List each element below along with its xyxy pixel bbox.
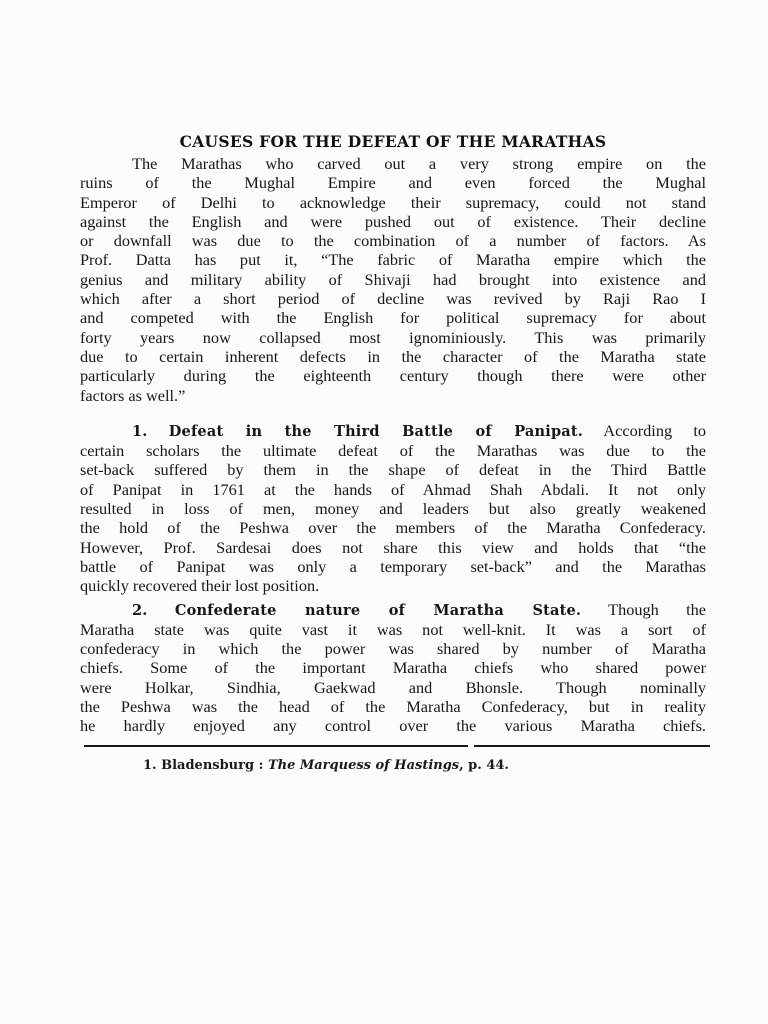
text-line: Prof. Datta has put it, “The fabric of Maratha empire which the [80,250,706,270]
text-line: However, Prof. Sardesai does not share this view and holds that “the [80,537,706,557]
text-line: were Holkar, Sindhia, Gaekwad and Bhonsle. Though nominally [80,677,706,697]
section-1-number: 1. [132,422,148,440]
section-2-paragraph [80,600,706,736]
section-1-heading-line: 1. Defeat in the Third Battle of Panipat. According to [132,420,707,440]
text-line: The Marathas who carved out a very strong empire on the [132,154,706,173]
text-line: the hold of the Peshwa over the members of the Maratha Confederacy. [80,518,706,538]
text-line: and competed with the English for political supremacy for about [80,308,706,328]
text-line: quickly recovered their lost position. [80,576,320,596]
footnote [143,758,703,773]
chapter-title: CAUSES FOR THE DEFEAT OF THE MARATHAS [179,132,607,151]
section-1-paragraph [80,421,706,596]
section-2-number: 2. [132,601,148,619]
footnote-number: 1. [143,758,157,773]
text-line: genius and military ability of Shivaji had brought into existence and [80,269,706,289]
text-line: certain scholars the ultimate defeat of the Marathas was due to the [80,441,706,461]
section-1-heading: Defeat in the Third Battle of Panipat. [168,422,584,440]
section-2-heading-line: 2. Confederate nature of Maratha State. Though the [132,599,706,619]
text-line: due to certain inherent defects in the character of the Maratha state [80,346,706,366]
separator-rule [474,745,710,747]
text-line: Emperor of Delhi to acknowledge their supremacy, could not stand [80,192,706,212]
text-line: confederacy in which the power was shared by number of Maratha [80,639,706,659]
footnote-separator [84,745,710,751]
text-line: Maratha state was quite vast it was not well-knit. It was a sort of [80,619,706,639]
text-line: the Peshwa was the head of the Maratha Confederacy, but in reality [80,697,706,717]
text-line: battle of Panipat was only a temporary set-back” and the Marathas [80,556,706,576]
separator-rule [84,745,468,747]
footnote-work-title: The Marquess of Hastings [267,758,460,773]
section-2-heading: Confederate nature of Maratha State. [174,601,582,619]
page-body [80,130,706,736]
text-line: resulted in loss of men, money and leaders but also greatly weakened [80,499,706,519]
text-line: he hardly enjoyed any control over the various Maratha chiefs. [80,716,706,736]
text-line: particularly during the eighteenth century though there were other [80,366,706,386]
text-line: chiefs. Some of the important Maratha chiefs who shared power [80,658,706,678]
text-line: of Panipat in 1761 at the hands of Ahmad Shah Abdali. It not only [80,479,706,499]
footnote-page: , p. 44. [459,758,509,773]
text-line: or downfall was due to the combination of a number of factors. As [80,231,706,251]
intro-paragraph [80,154,706,405]
text-line: ruins of the Mughal Empire and even forced the Mughal [80,173,706,193]
text-line: forty years now collapsed most ignominiously. This was primarily [80,327,706,347]
text-line: which after a short period of decline was revived by Raji Rao I [80,289,706,309]
text-line: factors as well.” [80,385,186,405]
footnote-author: Bladensburg : [161,758,264,773]
text-line: against the English and were pushed out of existence. Their decline [80,211,706,231]
text-line: set-back suffered by them in the shape of defeat in the Third Battle [80,460,706,480]
